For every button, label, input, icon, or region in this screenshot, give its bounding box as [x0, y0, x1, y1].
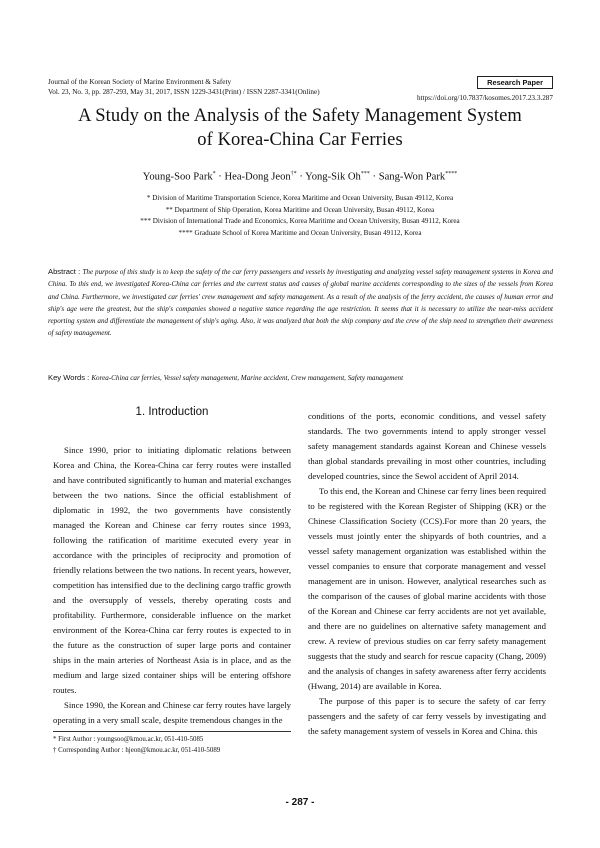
paper-title [40, 104, 560, 152]
volume-info: Vol. 23, No. 3, pp. 287-293, May 31, 2017, ISSN 1229-3431(Print) / ISSN 2287-3341(Online) [48, 88, 320, 96]
author-mark: * [212, 171, 216, 177]
corresponding-author-footnote: † Corresponding Author : hjeon@kmou.ac.kr, 051-410-5089 [53, 746, 221, 754]
author-name: Yong-Sik Oh [305, 171, 361, 183]
abstract-label: Abstract : [48, 267, 83, 276]
journal-name: Journal of the Korean Society of Marine Environment & Safety [48, 78, 232, 86]
author-name: Young-Soo Park [142, 171, 213, 183]
author-list [40, 171, 560, 183]
footnote-divider [53, 731, 291, 732]
author-name: Hea-Dong Jeon [224, 171, 291, 183]
affiliation: **** Graduate School of Korea Maritime and Ocean University, Busan 49112, Korea [178, 228, 422, 237]
author-separator: · [215, 171, 225, 183]
body-paragraph: conditions of the ports, economic conditions, and vessel safety standards. The two governments intend to apply stronger vessel safety management standards against Korean and Chinese vessels than global standards prevailing in most other countries, including developed countries, since the Sewol accident of April 2014. [308, 411, 546, 481]
right-column [308, 409, 546, 739]
page-number: - 287 - [285, 797, 315, 808]
left-column [53, 405, 291, 728]
affiliation: * Division of Maritime Transportation Science, Korea Maritime and Ocean University, Busan 49112, Korea [146, 194, 454, 202]
doi-link[interactable]: https://doi.org/10.7837/kosomes.2017.23.3.287 [416, 94, 553, 102]
abstract [48, 266, 553, 340]
abstract-text: The purpose of this study is to keep the safety of the car ferry passengers and vessels by investigating and analyzing vessel safety management systems in Korea and China. To this end, we investigated Korea-China car ferries and the current status and causes of global marine accidents corresponding to the sizes of the vessels from Korea and China. Furthermore, we investigated car ferries' crew management and safety management. As a result of the analysis of the ferry accident, the causes of human error and ship's age were the greatest, but the ship's companies showed a negative stance regarding the age restriction. It seems that it is necessary to utilize the near-miss accident reporting system and differentiate the management of ship's aging. Also, it was analyzed that both the ship company and the crew of the ship need to strengthen their awareness of safety management. [48, 268, 553, 338]
keywords [48, 373, 553, 382]
author-separator: · [369, 171, 379, 183]
research-paper-badge: Research Paper [477, 76, 553, 89]
title-line-2: of Korea-China Car Ferries [197, 130, 403, 150]
author-name: Sang-Won Park [378, 171, 446, 183]
keywords-text: Korea-China car ferries, Vessel safety management, Marine accident, Crew management, Safety management [91, 374, 404, 382]
journal-header [48, 77, 320, 97]
section-heading: 1. Introduction [135, 406, 209, 418]
author-separator: · [296, 171, 306, 183]
affiliations [40, 193, 560, 239]
author-mark: **** [445, 171, 458, 177]
first-author-footnote: * First Author : youngsoo@kmou.ac.kr, 051-410-5085 [53, 736, 204, 743]
body-paragraph: To this end, the Korean and Chinese car ferry lines been required to be registered with the Korean Register of Shipping (KR) or the Chinese Classification Society (CCS).For more than 20 years, the vessels must jointly enter the shipyards of both countries, and a vessel safety management organization was established within the vessel companies to ensure that corporate management and vessel management are in unison. However, analytical researches such as the comparison of the causes of global marine accidents with those of the Korean and Chinese car ferry accidents are not yet available, and there are no guidelines on alternative safety management and crew. A review of previous studies on car ferry safety management suggests that the study and search for rescue capacity (Chang, 2009) and the analysis of changes in safety awareness after ferry accidents (Hwang, 2014) are available in Korea. [308, 486, 546, 691]
author-mark: †* [290, 171, 297, 177]
title-line-1: A Study on the Analysis of the Safety Management System [78, 106, 522, 126]
affiliation: *** Division of International Trade and Economics, Korea Maritime and Ocean University, Busan 49112, Korea [140, 217, 460, 225]
body-paragraph: Since 1990, prior to initiating diplomatic relations between Korea and China, the Korea-China car ferry routes were installed and have contributed significantly to human and material exchanges between the two nations. Since the official establishment of diplomatic in 1992, the two governments have consistently managed the Korean and Chinese car ferry routes since 1993, following the ratification of maritime executed every year in accordance with the principles of reciprocity and promotion of friendly relations between the two nations. In recent years, however, competition has intensified due to the declining cargo traffic growth and the oversupply of vessels, thereby operating costs and profitability. Furthermore, considerable influence on the market environment of the Korea-China car ferry routes is expected to in the future as the construction of super large ports and container ships in the main arteries of Northeast Asia is in place, and as the medium and large sized container ships will be entering offshore routes. [53, 445, 291, 695]
footnotes [53, 735, 220, 756]
affiliation: ** Department of Ship Operation, Korea Maritime and Ocean University, Busan 49112, Korea [165, 205, 435, 214]
author-mark: *** [360, 171, 370, 177]
keywords-label: Key Words : [48, 373, 92, 382]
body-paragraph: The purpose of this paper is to secure the safety of car ferry passengers and the safety of car ferry vessels by investigating and the safety management system of vessels in Korea and China. this [308, 696, 546, 736]
body-paragraph: Since 1990, the Korean and Chinese car ferry routes have largely operating in a very small scale, despite tremendous changes in the [53, 700, 291, 725]
